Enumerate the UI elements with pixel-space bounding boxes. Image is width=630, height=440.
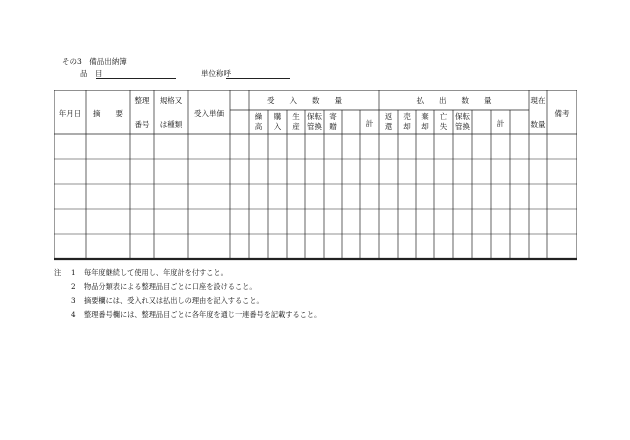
ledger-table [54,90,577,262]
notes-prefix: 注 [54,268,62,277]
col-summary-header: 摘 要 [93,109,123,118]
receipt-sub-header: 産 [292,122,300,131]
note-text: 摘要欄には、受入れ又は払出しの理由を記入すること。 [84,296,264,305]
col-current-header: 現在 [530,96,546,105]
unit-label: 単位称呼 [201,69,231,78]
form-title: その3 備品出納簿 [62,57,127,66]
col-spec-header: 規格又 [159,96,183,105]
receipt-sub-header: 繰 [254,112,263,121]
unit-underline [226,78,290,79]
payout-group-header: 払 出 数 量 [416,96,492,105]
payout-sub-header: 管換 [455,122,470,131]
receipt-sub-header: 寄 [329,112,337,121]
note-number: 3 [71,296,76,305]
note-text: 物品分類表による整理品目ごとに口座を設けること。 [84,282,257,291]
col-date-header: 年月日 [58,109,82,118]
payout-sub-header: 却 [421,122,429,131]
payout-sub-header: 棄 [421,112,429,121]
item-label: 品 目 [80,69,103,78]
col-current-header: 数量 [530,120,546,129]
receipt-sub-header: 高 [254,122,263,131]
note-text: 整理番号欄には、整理品目ごとに各年度を通じ一連番号を記載すること。 [84,310,322,319]
col-spec-header: は種類 [159,120,183,129]
receipt-sub-header: 贈 [329,122,337,131]
receipt-total-header: 計 [365,119,374,128]
payout-sub-header: 売 [403,112,411,121]
payout-sub-header: 亡 [439,112,448,121]
note-text: 毎年度継続して使用し、年度計を付すこと。 [84,268,228,277]
note-number: 4 [71,310,76,319]
col-remarks-header: 備考 [554,109,570,118]
note-number: 2 [71,282,76,291]
receipt-sub-header: 生 [292,112,300,121]
receipt-group-header: 受 入 数 量 [267,96,342,105]
payout-sub-header: 失 [439,122,448,131]
payout-sub-header: 保転 [455,112,470,121]
item-underline [96,78,176,79]
col-unit-price-header: 受入単価 [194,109,224,118]
col-serial-header: 番号 [134,120,150,129]
receipt-sub-header: 管換 [307,122,322,131]
note-number: 1 [71,268,76,277]
receipt-sub-header: 購 [273,112,282,121]
payout-total-header: 計 [496,119,505,128]
receipt-sub-header: 保転 [307,112,322,121]
receipt-sub-header: 入 [273,122,282,131]
payout-sub-header: 還 [384,122,393,131]
payout-sub-header: 返 [384,112,393,121]
payout-sub-header: 却 [403,122,411,131]
col-serial-header: 整理 [134,96,150,105]
